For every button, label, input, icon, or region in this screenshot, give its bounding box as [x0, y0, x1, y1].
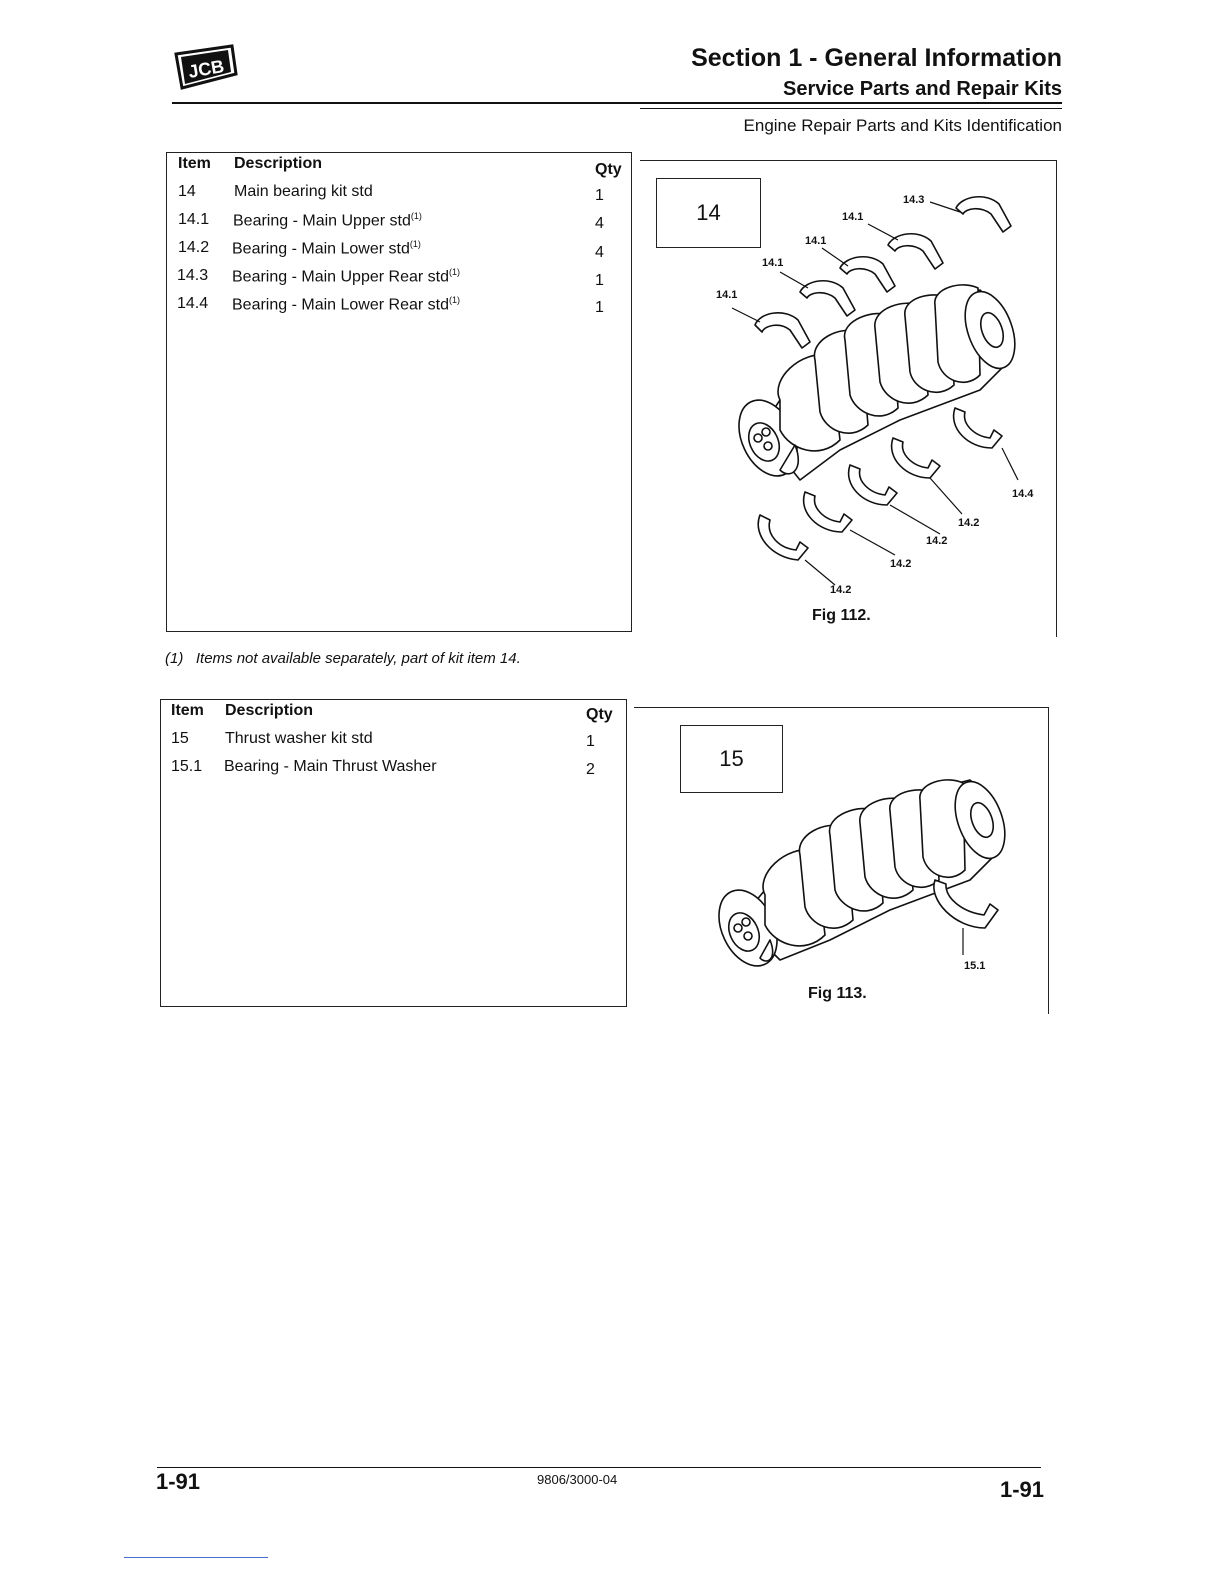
- kit-label: 15: [719, 746, 744, 771]
- callout-label: 14.3: [903, 194, 925, 206]
- document-number: 9806/3000-04: [537, 1472, 618, 1487]
- callout-label: 14.4: [1012, 488, 1034, 500]
- table-row: [161, 758, 626, 786]
- page-number-right: 1-91: [1000, 1477, 1045, 1502]
- table-row: [167, 239, 631, 267]
- row-item: 14.1: [178, 211, 210, 228]
- header-rule: [172, 102, 1062, 104]
- table-row: [167, 211, 631, 239]
- row-item: 15: [171, 730, 189, 747]
- row-item: 14: [178, 183, 196, 200]
- row-description: Bearing - Main Upper Rear std: [232, 268, 449, 286]
- table-row: [167, 295, 631, 323]
- row-qty: 1: [595, 187, 604, 204]
- crankshaft-thrust-washer-illustration: [700, 760, 1020, 975]
- callout-label: 14.2: [958, 517, 980, 529]
- row-description: Bearing - Main Lower Rear std: [232, 296, 449, 314]
- table-row: [167, 267, 631, 295]
- row-description: Main bearing kit std: [234, 183, 373, 200]
- row-note: (1): [410, 211, 422, 221]
- row-note: (1): [409, 239, 421, 249]
- figure-caption: Fig 112.: [812, 607, 871, 624]
- header-rule-secondary: [640, 108, 1062, 109]
- col-header-item: Item: [171, 702, 204, 719]
- section-title: Section 1 - General Information: [691, 44, 1062, 72]
- row-note: (1): [448, 267, 460, 277]
- row-qty: 4: [595, 215, 604, 232]
- row-item: 14.2: [178, 239, 210, 256]
- scan-artifact-line: [124, 1557, 268, 1558]
- callout-label: 15.1: [964, 960, 986, 972]
- col-header-qty: Qty: [595, 161, 622, 178]
- row-item: 14.3: [177, 267, 209, 284]
- row-item: 15.1: [171, 758, 203, 775]
- table-row: [167, 183, 631, 211]
- row-description: Thrust washer kit std: [225, 730, 373, 747]
- col-header-description: Description: [225, 702, 314, 719]
- table-row: [161, 730, 626, 758]
- row-description: Bearing - Main Upper std: [233, 212, 411, 230]
- footnote: [165, 650, 521, 667]
- page-subtitle: Service Parts and Repair Kits: [782, 78, 1062, 100]
- logo-text: JCB: [186, 56, 226, 82]
- callout-label: 14.1: [842, 211, 864, 223]
- callout-label: 14.2: [926, 535, 948, 547]
- col-header-item: Item: [178, 155, 211, 172]
- col-header-description: Description: [234, 155, 323, 172]
- footer-rule: [157, 1467, 1041, 1468]
- figure-caption: Fig 113.: [808, 985, 867, 1002]
- row-item: 14.4: [177, 295, 209, 312]
- row-qty: 1: [586, 733, 595, 750]
- row-qty: 2: [586, 761, 595, 778]
- page-number-left: 1-91: [156, 1469, 201, 1494]
- topic-title: Engine Repair Parts and Kits Identification: [743, 116, 1062, 135]
- callout-label: 14.2: [890, 558, 912, 570]
- row-description: Bearing - Main Lower std: [232, 240, 410, 258]
- callout-label: 14.1: [805, 235, 827, 247]
- kit-label: 14: [696, 200, 721, 225]
- jcb-logo: [172, 44, 240, 92]
- parts-table-thrust-washer: [160, 699, 627, 1007]
- row-qty: 1: [595, 272, 604, 289]
- col-header-qty: Qty: [586, 706, 613, 723]
- callout-label: 14.1: [716, 289, 738, 301]
- row-description: Bearing - Main Thrust Washer: [224, 758, 437, 775]
- callout-label: 14.1: [762, 257, 784, 269]
- row-note: (1): [448, 295, 460, 305]
- footnote-number: (1): [165, 650, 184, 667]
- crankshaft-bearings-illustration: [640, 180, 1056, 600]
- row-qty: 4: [595, 244, 604, 261]
- callout-label: 14.2: [830, 584, 852, 596]
- row-qty: 1: [595, 299, 604, 316]
- footnote-text: Items not available separately, part of kit item 14.: [195, 650, 521, 667]
- parts-table-main-bearing: [166, 152, 632, 632]
